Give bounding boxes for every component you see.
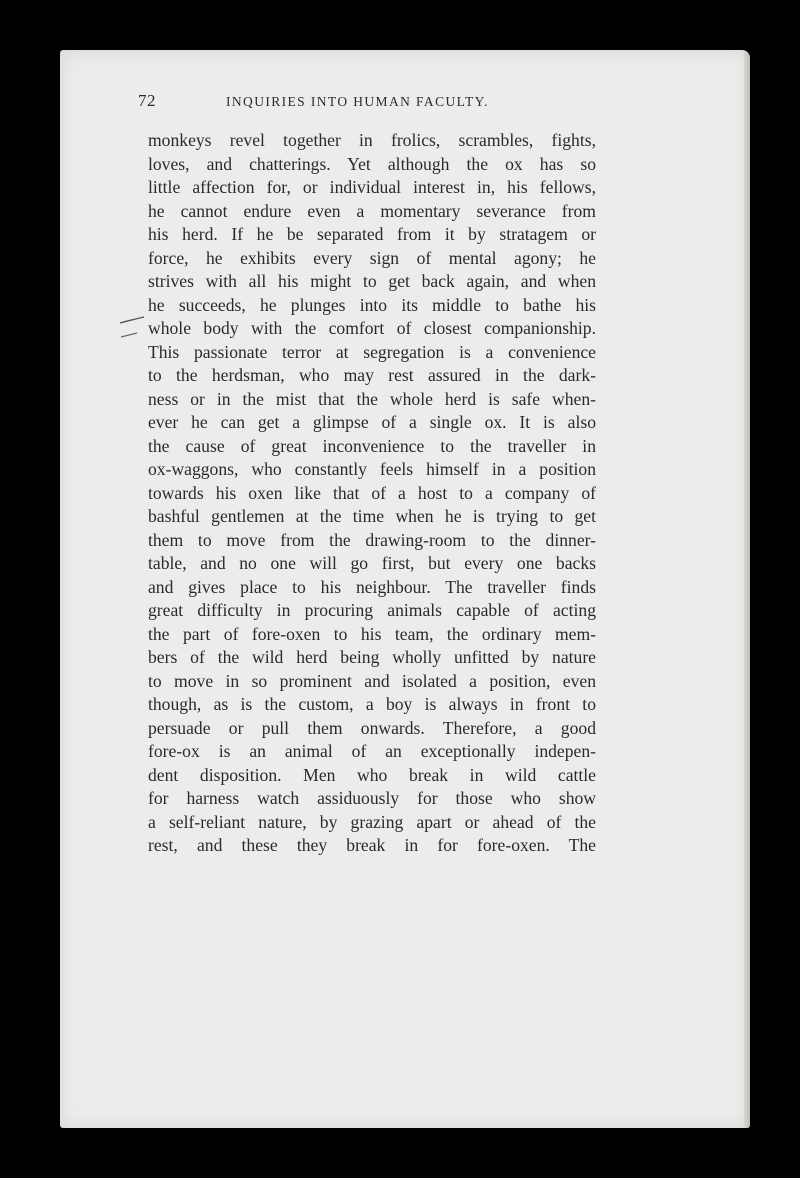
- text-line: ox-waggons, who constantly feels himself in a position: [148, 459, 596, 479]
- text-line: he succeeds, he plunges into its middle to bathe his: [148, 294, 596, 315]
- text-line: whole body with the comfort of closest companionship.: [148, 318, 596, 338]
- text-line: a self-reliant nature, by grazing apart or ahead of the: [148, 811, 596, 832]
- page-header: [138, 91, 588, 115]
- text-line: towards his oxen like that of a host to a company of: [148, 482, 596, 503]
- text-line: to move in so prominent and isolated a position, even: [148, 670, 596, 691]
- text-line: persuade or pull them onwards. Therefore, a good: [148, 717, 596, 738]
- text-line: strives with all his might to get back again, and when: [148, 271, 596, 291]
- text-line: his herd. If he be separated from it by stratagem or: [148, 224, 596, 244]
- text-line: rest, and these they break in for fore-oxen. The: [148, 835, 596, 855]
- page-number: 72: [138, 91, 156, 110]
- body-text: [148, 129, 596, 858]
- text-line: and gives place to his neighbour. The traveller finds: [148, 576, 596, 597]
- text-line: to the herdsman, who may rest assured in the dark-: [148, 365, 596, 385]
- text-line: the part of fore-oxen to his team, the ordinary mem-: [148, 623, 596, 644]
- text-line: fore-ox is an animal of an exceptionally indepen-: [148, 741, 596, 761]
- text-line: dent disposition. Men who break in wild cattle: [148, 764, 596, 785]
- page-edge: [744, 50, 750, 1128]
- text-line: This passionate terror at segregation is a convenience: [148, 341, 596, 362]
- text-line: them to move from the drawing-room to the dinner-: [148, 529, 596, 550]
- text-line: force, he exhibits every sign of mental agony; he: [148, 247, 596, 268]
- text-line: great difficulty in procuring animals capable of acting: [148, 600, 596, 620]
- text-line: table, and no one will go first, but every one backs: [148, 553, 596, 573]
- text-line: though, as is the custom, a boy is always in front to: [148, 694, 596, 714]
- text-line: bers of the wild herd being wholly unfitted by nature: [148, 647, 596, 667]
- text-line: ever he can get a glimpse of a single ox. It is also: [148, 412, 596, 432]
- pencil-margin-mark: [117, 311, 147, 351]
- text-line: monkeys revel together in frolics, scrambles, fights,: [148, 130, 596, 150]
- text-line: little affection for, or individual interest in, his fellows,: [148, 177, 596, 197]
- text-line: for harness watch assiduously for those who show: [148, 788, 596, 808]
- text-line: bashful gentlemen at the time when he is trying to get: [148, 506, 596, 526]
- text-line: loves, and chatterings. Yet although the ox has so: [148, 153, 596, 174]
- text-line: ness or in the mist that the whole herd is safe when-: [148, 388, 596, 409]
- text-line: the cause of great inconvenience to the traveller in: [148, 435, 596, 456]
- text-line: he cannot endure even a momentary severance from: [148, 200, 596, 221]
- running-head: INQUIRIES INTO HUMAN FACULTY.: [226, 94, 489, 109]
